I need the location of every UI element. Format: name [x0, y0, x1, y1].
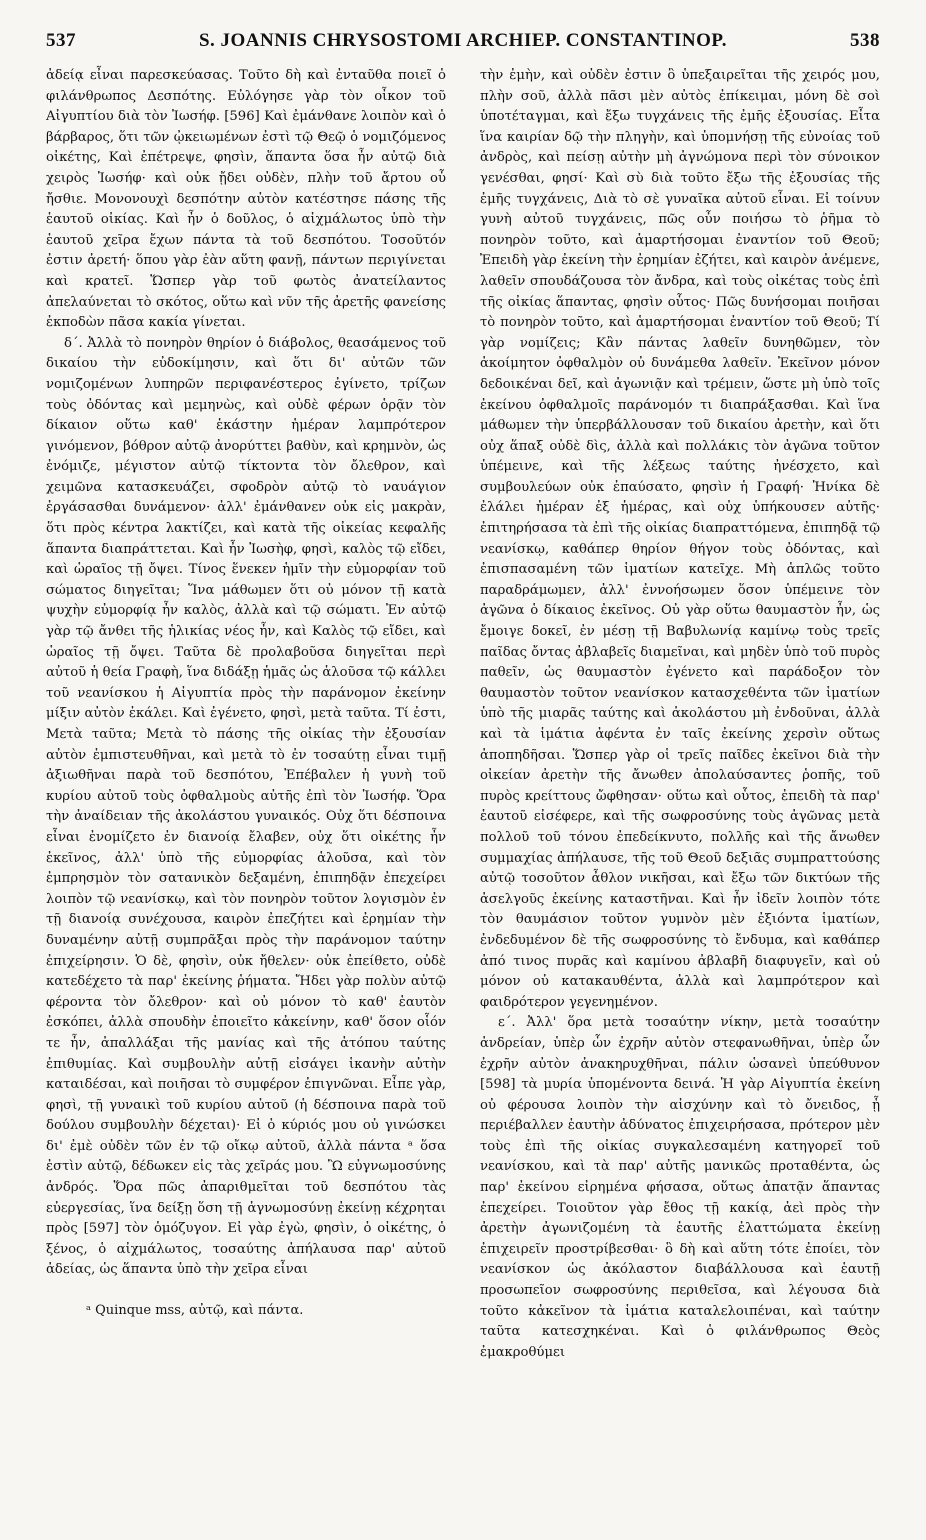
- right-paragraph-2: ε΄. Ἀλλ' ὅρα μετὰ τοσαύτην νίκην, μετὰ τοσαύτην ἀνδρείαν, ὑπὲρ ὧν ἐχρῆν αὐτὸν στεφανωθῆναι, ὑπὲρ ὧν ἐχρῆν αὐτὸν ἀνακηρυχθῆναι, πάλιν ὡσανεὶ ὑπεύθυνον [598] τὰ μυρία ὑπομένοντα δεινά. Ἡ γὰρ Αἰγυπτία ἐκείνη οὐ φέρουσα λοιπὸν τὴν αἰσχύνην καὶ τὸ ὄνειδος, ᾗ περιέβαλλεν ἑαυτὴν ἀδύνατος ἐπιχειρήσασα, πρότερον μὲν τοὺς ἐπὶ τῆς οἰκίας συγκαλεσαμένη κατηγορεῖ τοῦ νεανίσκου, καὶ τὰ παρ' αὐτῆς μανικῶς προταθέντα, ὡς παρ' ἐκείνου εἰρημένα φήσασα, οὕτως ἀπατᾷν ἅπαντας ἐπεχείρει. Τοιοῦτον γὰρ ἔθος τῇ κακίᾳ, ἀεὶ πρὸς τὴν ἀρετὴν ἀγωνιζομένη τὰ ἑαυτῆς ἐλαττώματα ἐκείνῃ ἐπιχειρεῖν προστρίβεσθαι· ὃ δὴ καὶ αὕτη τότε ἐποίει, τὸν νεανίσκον ὡς ἀκόλαστον διαβάλλουσα καὶ ἑαυτῇ προσωπεῖον σωφροσύνης περιθεῖσα, καὶ λέγουσα διὰ τοῦτο κἀκεῖνον τὰ ἱμάτια καταλελοιπέναι, καὶ ταύτην ταῦτα κατεσχηκέναι. Καὶ ὁ φιλάνθρωπος Θεὸς ἐμακροθύμει: [480, 1015, 880, 1360]
- right-column: [480, 66, 880, 1363]
- right-paragraph-1: τὴν ἐμὴν, καὶ οὐδὲν ἐστιν ὃ ὑπεξαιρεῖται τῆς χειρός μου, πλὴν σοῦ, ἀλλὰ πᾶσι μὲν αὐτὸς ἐπίκειμαι, μόνη δὲ σοὶ ὑποτέταγμαι, καὶ ἔξω τυγχάνεις τῆς ἐμῆς ἐξουσίας. Εἶτα ἵνα καιρίαν δῷ τὴν πληγὴν, καὶ ὑπομνήσῃ τῆς εὐνοίας τοῦ ἀνδρὸς, καὶ πείσῃ αὐτὴν μὴ ἀγνώμονα περὶ τὸν σύνοικον γενέσθαι, φησί· Καὶ σὺ διὰ τοῦτο ἔξω τῆς ἐξουσίας τῆς ἐμῆς τυγχάνεις, Διὰ τὸ σὲ γυναῖκα αὐτοῦ εἶναι. Εἰ τοίνυν γυνὴ αὐτοῦ τυγχάνεις, πῶς οὖν ποιήσω τὸ ῥῆμα τὸ πονηρὸν τοῦτο, καὶ ἁμαρτήσομαι ἐναντίον τοῦ Θεοῦ; Ἐπειδὴ γὰρ ἐκείνη τὴν ἐρημίαν ἐζήτει, καὶ καιρὸν ἀνέμενε, λαθεῖν σπουδάζουσα τὸν ἄνδρα, καὶ τοὺς οἰκέτας τοὺς ἐπὶ τῆς οἰκίας ἅπαντας, φησὶν οὗτος· Πῶς δυνήσομαι ποιῆσαι τὸ πονηρὸν τοῦτο, καὶ ἁμαρτήσομαι ἐναντίον τοῦ Θεοῦ; Τί γὰρ νομίζεις; Κἂν πάντας λαθεῖν δυνηθῶμεν, τὸν ἀκοίμητον ὀφθαλμὸν οὐ δυνάμεθα λαθεῖν. Ἐκεῖνον μόνον δεδοικέναι δεῖ, καὶ ἀγωνιᾷν καὶ τρέμειν, ὥστε μὴ ὑπὸ τοῖς ἐκείνου ὀφθαλμοῖς παράνομόν τι διαπράξασθαι. Καὶ ἵνα μάθωμεν τὴν ὑπερβάλλουσαν τοῦ δικαίου ἀρετὴν, καὶ ὅτι οὐχ ἅπαξ οὐδὲ δὶς, ἀλλὰ καὶ πολλάκις τὸν ἀγῶνα τοῦτον ὑπέμεινε, καὶ τῆς λέξεως ταύτης ἠνέσχετο, καὶ συμβουλεύων οὐκ ἐπαύσατο, φησὶν ἡ Γραφή· Ἡνίκα δὲ ἐλάλει ἡμέραν ἐξ ἡμέρας, καὶ οὐχ ὑπήκουσεν αὐτῆς· ἐπιτηρήσασα τὰ ἐπὶ τῆς οἰκίας διαπραττόμενα, ἐπιπηδᾷ τῷ νεανίσκῳ, καθάπερ θηρίον θήγον τοὺς ὀδόντας, καὶ ἐπισπασαμένη τῶν ἱματίων κατεῖχε. Μὴ ἁπλῶς τοῦτο παραδράμωμεν, ἀλλ' ἐννοήσωμεν ὅσον ὑπέμεινε τὸν ἀγῶνα ὁ δίκαιος ἐκεῖνος. Οὐ γὰρ οὕτω θαυμαστὸν ἦν, ὡς ἔμοιγε δοκεῖ, ἐν μέσῃ τῇ Βαβυλωνίᾳ καμίνῳ τοὺς τρεῖς παῖδας ὄντας ἀβλαβεῖς διαμεῖναι, καὶ μηδὲν ὑπὸ τοῦ πυρὸς παθεῖν, ὡς θαυμαστὸν ἐγένετο καὶ παράδοξον τὸν θαυμαστὸν τοῦτον νεανίσκον κατασχεθέντα τῶν ἱματίων ὑπὸ τῆς μιαρᾶς ταύτης καὶ ἀκολάστου μὴ ἐνδοῦναι, ἀλλὰ καὶ τὰ ἱμάτια ἀφέντα ἐν ταῖς ἐκείνης χερσὶν οὕτως ἀποπηδῆσαι. Ὥσπερ γὰρ οἱ τρεῖς παῖδες ἐκεῖνοι διὰ τὴν οἰκείαν ἀρετὴν τῆς ἄνωθεν ἀπολαύσαντες ῥοπῆς, τοῦ πυρὸς κρείττους ὤφθησαν· οὕτω καὶ οὗτος, ἐπειδὴ τὰ παρ' ἑαυτοῦ εἰσέφερε, καὶ τῆς σωφροσύνης τοὺς ἀγῶνας μετὰ πολλοῦ τοῦ τόνου ἐπεδείκνυτο, πολλῆς καὶ τῆς ἄνωθεν συμμαχίας ἀπήλαυσε, τῆς τοῦ Θεοῦ δεξιᾶς συμπραττούσης αὐτῷ τοσοῦτον ἆθλον νικῆσαι, καὶ ἔξω τῶν δικτύων τῆς ἀσελγοῦς ἐκείνης καταστῆναι. Καὶ ἦν ἰδεῖν λοιπὸν τότε τὸν θαυμάσιον τοῦτον γυμνὸν μὲν ἐξιόντα ἱματίων, ἐνδεδυμένον δὲ τῆς σωφροσύνης τὸ ἔνδυμα, καὶ καθάπερ ἀπό τινος πυρᾶς καὶ καμίνου ἀβλαβῆ διαφυγεῖν, καὶ οὐ μόνον οὐ κατακαυθέντα, ἀλλὰ καὶ λαμπρότερον καὶ φαιδρότερον γεγενημένον.: [480, 68, 880, 1010]
- running-title: S. JOANNIS CHRYSOSTOMI ARCHIEP. CONSTANTINOP.: [198, 30, 728, 51]
- page-number-right: 538: [850, 30, 880, 51]
- footnote: ᵃ Quinque mss, αὐτῷ, καὶ πάντα.: [86, 1303, 304, 1319]
- page-number-left: 537: [46, 30, 76, 51]
- text-columns: [46, 66, 880, 1363]
- running-header: [46, 30, 880, 56]
- left-paragraph-1: ἀδείᾳ εἶναι παρεσκεύασας. Τοῦτο δὴ καὶ ἐνταῦθα ποιεῖ ὁ φιλάνθρωπος Δεσπότης. Εὐλόγησε γὰρ τὸν οἶκον τοῦ Αἰγυπτίου διὰ τὸν Ἰωσήφ. [596] Καὶ ἐμάνθανε λοιπὸν καὶ ὁ βάρβαρος, ὅτι τῶν ᾠκειωμένων ἐστὶ τῷ Θεῷ ὁ νομιζόμενος οἰκέτης, Καὶ ἐπέτρεψε, φησὶν, ἅπαντα ὅσα ἦν αὐτῷ διὰ χειρὸς Ἰωσήφ· καὶ οὐκ ᾔδει οὐδὲν, πλὴν τοῦ ἄρτου οὗ ἤσθιε. Μονονουχὶ δεσπότην αὐτὸν κατέστησε πάσης τῆς ἑαυτοῦ οἰκίας. Καὶ ἦν ὁ δοῦλος, ὁ αἰχμάλωτος ὑπὸ τὴν ἑαυτοῦ χεῖρα ἔχων πάντα τὰ τοῦ δεσπότου. Τοσοῦτόν ἐστιν ἀρετή· ὅπου γὰρ ἐὰν αὕτη φανῇ, πάντων περιγίνεται καὶ κρατεῖ. Ὥσπερ γὰρ τοῦ φωτὸς ἀνατείλαντος ἀπελαύνεται τὸ σκότος, οὕτω καὶ νῦν τῆς ἀρετῆς φανείσης ἐκποδὼν πᾶσα κακία γίνεται.: [46, 68, 446, 331]
- left-paragraph-2: δ΄. Ἀλλὰ τὸ πονηρὸν θηρίον ὁ διάβολος, θεασάμενος τοῦ δικαίου τὴν εὐδοκίμησιν, καὶ ὅτι δι' αὐτῶν τῶν νομιζομένων λυπηρῶν περιφανέστερος ἐγίνετο, τρίζων τοὺς ὀδόντας καὶ μεμηνὼς, καὶ οὐδὲ φέρων ὁρᾷν τὸν δίκαιον οὕτω καθ' ἑκάστην ἡμέραν λαμπρότερον γινόμενον, βόθρον αὐτῷ ἀνορύττει βαθὺν, καὶ κρημνὸν, ὡς ἐνόμιζε, μέγιστον αὐτῷ τίκτοντα τὸν ὄλεθρον, καὶ χειμῶνα κατασκευάζει, σφοδρὸν αὐτῷ τὸ ναυάγιον ἐργάσασθαι δυνάμενον· ἀλλ' ἐμάνθανεν οὐκ εἰς μακρὰν, ὅτι πρὸς κέντρα λακτίζει, καὶ κατὰ τῆς οἰκείας κεφαλῆς ἅπαντα διαπράττεται. Καὶ ἦν Ἰωσὴφ, φησὶ, καλὸς τῷ εἴδει, καὶ ὡραῖος τῇ ὄψει. Τίνος ἕνεκεν ἡμῖν τὴν εὐμορφίαν τοῦ σώματος διηγεῖται; Ἵνα μάθωμεν ὅτι οὐ μόνον τῇ κατὰ ψυχὴν εὐμορφίᾳ ἦν καλὸς, ἀλλὰ καὶ τῷ σώματι. Ἐν αὐτῷ γὰρ τῷ ἄνθει τῆς ἡλικίας νέος ἦν, καὶ Καλὸς τῷ εἴδει, καὶ ὡραῖος τῇ ὄψει. Ταῦτα δὲ προλαβοῦσα διηγεῖται περὶ αὐτοῦ ἡ θεία Γραφὴ, ἵνα διδάξῃ ἡμᾶς ὡς ἁλοῦσα τῷ κάλλει τοῦ νεανίσκου ἡ Αἰγυπτία πρὸς τὴν παράνομον ἐκείνην μίξιν αὐτὸν ἐκάλει. Καὶ ἐγένετο, φησὶ, μετὰ ταῦτα. Τί ἐστι, Μετὰ ταῦτα; Μετὰ τὸ πάσης τῆς οἰκίας τὴν ἐξουσίαν αὐτὸν ἐμπιστευθῆναι, καὶ μετὰ τὸ ἐν τοσαύτῃ εἶναι τιμῇ ἀξιωθῆναι παρὰ τοῦ δεσπότου, Ἐπέβαλεν ἡ γυνὴ τοῦ κυρίου αὐτοῦ τοὺς ὀφθαλμοὺς αὐτῆς ἐπὶ τὸν Ἰωσήφ. Ὅρα τὴν ἀναίδειαν τῆς ἀκολάστου γυναικός. Οὐχ ὅτι δέσποινα εἶναι ἐνομίζετο ἐν διανοίᾳ ἔλαβεν, οὐχ ὅτι οἰκέτης ἦν ἐκεῖνος, ἀλλ' ὑπὸ τῆς εὐμορφίας ἁλοῦσα, καὶ τὸν ἐμπρησμὸν τὸν σατανικὸν δεξαμένη, ἐπιπηδᾷν ἐπεχείρει λοιπὸν τῷ νεανίσκῳ, καὶ τὸν πονηρὸν τοῦτον λογισμὸν ἐν τῇ διανοίᾳ συνέχουσα, καιρὸν ἐπεζήτει καὶ ἐρημίαν τὴν δυναμένην αὐτῇ συμπρᾶξαι πρὸς τὴν παράνομον ταύτην ἐπιχείρησιν. Ὁ δὲ, φησὶν, οὐκ ἤθελεν· οὐκ ἐπείθετο, οὐδὲ κατεδέχετο τὰ παρ' ἐκείνης ῥήματα. Ἤδει γὰρ πολὺν αὐτῷ φέροντα τὸν ὄλεθρον· καὶ οὐ μόνον τὸ καθ' ἑαυτὸν ἐσκόπει, ἀλλὰ σπουδὴν ἐποιεῖτο κἀκείνην, καθ' ὅσον οἷόν τε ἦν, ἀπαλλάξαι τῆς μανίας καὶ τῆς ἀτόπου ταύτης ἐπιθυμίας. Καὶ συμβουλὴν αὐτῇ εἰσάγει ἱκανὴν αὐτὴν καταιδέσαι, καὶ ποιῆσαι τὸ συμφέρον ἐπιγνῶναι. Εἶπε γὰρ, φησὶ, τῇ γυναικὶ τοῦ κυρίου αὐτοῦ (ἡ δέσποινα παρὰ τοῦ δούλου συμβουλὴν δέχεται)· Εἰ ὁ κύριός μου οὐ γινώσκει δι' ἐμὲ οὐδὲν τῶν ἐν τῷ οἴκῳ αὐτοῦ, ἀλλὰ πάντα ᵃ ὅσα ἐστὶν αὐτῷ, δέδωκεν εἰς τὰς χεῖράς μου. Ὢ εὐγνωμοσύνης ἀνδρός. Ὅρα πῶς ἀπαριθμεῖται τοῦ δεσπότου τὰς εὐεργεσίας, ἵνα δείξῃ ὅση τῇ ἀγνωμοσύνῃ ἐκείνῃ κέχρηται πρὸς [597] τὸν ὁμόζυγον. Εἰ γὰρ ἐγὼ, φησὶν, ὁ οἰκέτης, ὁ ξένος, ὁ αἰχμάλωτος, τοσαύτης ἀπήλαυσα παρ' αὐτοῦ ἀδείας, ὡς ἅπαντα ὑπὸ τὴν χεῖρα εἶναι: [46, 335, 446, 1278]
- left-column: [46, 66, 446, 1363]
